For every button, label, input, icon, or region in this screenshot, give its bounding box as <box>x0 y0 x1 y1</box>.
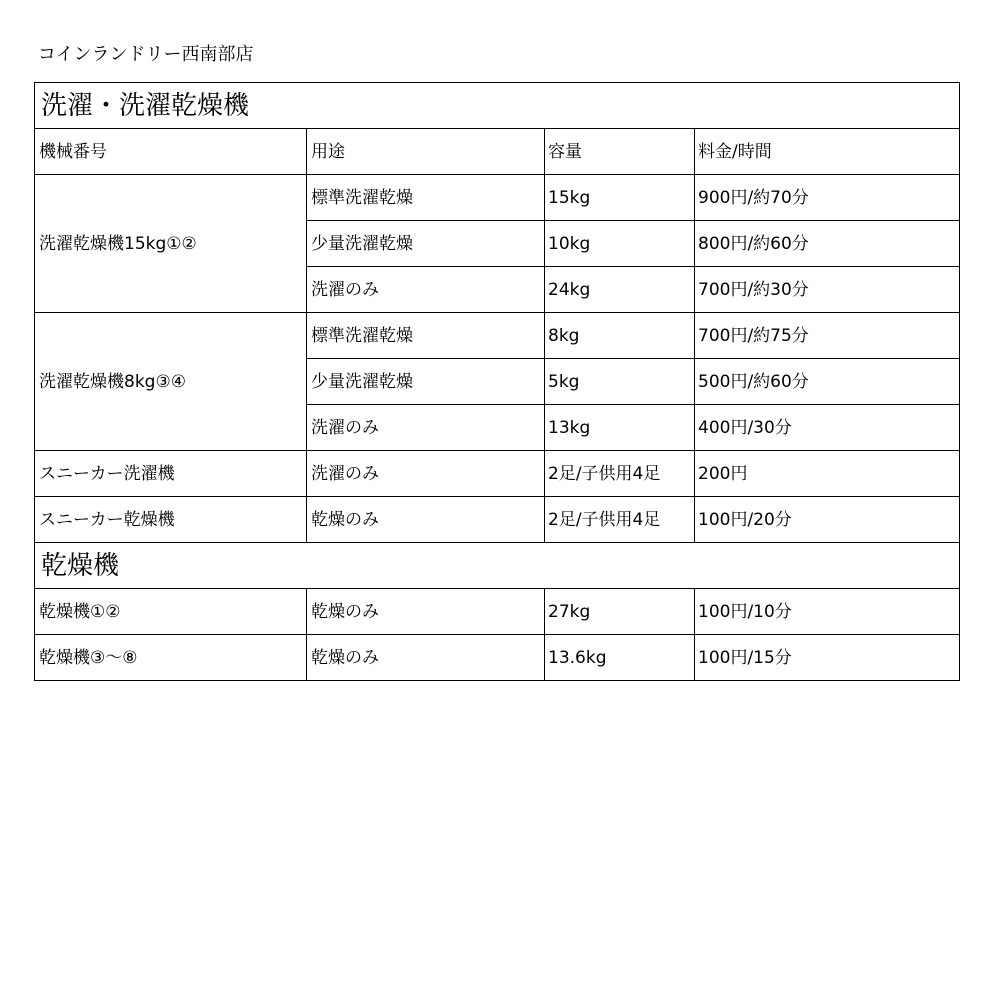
section-header-washer-dryer <box>35 83 960 129</box>
table-row <box>35 589 960 635</box>
capacity-cell: 27kg <box>545 589 695 635</box>
table-header-row <box>35 129 960 175</box>
machine-cell: 乾燥機③～⑧ <box>35 635 307 681</box>
table-row <box>35 635 960 681</box>
purpose-cell: 少量洗濯乾燥 <box>307 359 545 405</box>
header-price-time: 料金/時間 <box>695 129 960 175</box>
header-capacity: 容量 <box>545 129 695 175</box>
capacity-cell: 10kg <box>545 221 695 267</box>
capacity-cell: 13kg <box>545 405 695 451</box>
table-row <box>35 497 960 543</box>
section-title: 洗濯・洗濯乾燥機 <box>35 83 960 129</box>
table-row <box>35 451 960 497</box>
table-row <box>35 313 960 359</box>
price-cell: 400円/30分 <box>695 405 960 451</box>
capacity-cell: 8kg <box>545 313 695 359</box>
price-cell: 100円/15分 <box>695 635 960 681</box>
price-cell: 900円/約70分 <box>695 175 960 221</box>
price-cell: 800円/約60分 <box>695 221 960 267</box>
purpose-cell: 標準洗濯乾燥 <box>307 313 545 359</box>
purpose-cell: 少量洗濯乾燥 <box>307 221 545 267</box>
store-name: コインランドリー西南部店 <box>38 44 254 65</box>
capacity-cell: 15kg <box>545 175 695 221</box>
capacity-cell: 13.6kg <box>545 635 695 681</box>
capacity-cell: 2足/子供用4足 <box>545 451 695 497</box>
section-title: 乾燥機 <box>35 543 960 589</box>
header-purpose: 用途 <box>307 129 545 175</box>
purpose-cell: 洗濯のみ <box>307 267 545 313</box>
purpose-cell: 乾燥のみ <box>307 497 545 543</box>
section-header-dryer <box>35 543 960 589</box>
price-cell: 100円/20分 <box>695 497 960 543</box>
purpose-cell: 標準洗濯乾燥 <box>307 175 545 221</box>
capacity-cell: 5kg <box>545 359 695 405</box>
header-machine-number: 機械番号 <box>35 129 307 175</box>
purpose-cell: 洗濯のみ <box>307 451 545 497</box>
capacity-cell: 24kg <box>545 267 695 313</box>
purpose-cell: 洗濯のみ <box>307 405 545 451</box>
machine-cell: スニーカー乾燥機 <box>35 497 307 543</box>
purpose-cell: 乾燥のみ <box>307 635 545 681</box>
price-cell: 700円/約75分 <box>695 313 960 359</box>
table-row <box>35 175 960 221</box>
price-cell: 700円/約30分 <box>695 267 960 313</box>
price-cell: 100円/10分 <box>695 589 960 635</box>
price-cell: 500円/約60分 <box>695 359 960 405</box>
machine-cell: 洗濯乾燥機15kg①② <box>35 175 307 313</box>
machine-cell: スニーカー洗濯機 <box>35 451 307 497</box>
capacity-cell: 2足/子供用4足 <box>545 497 695 543</box>
price-table <box>34 82 960 681</box>
purpose-cell: 乾燥のみ <box>307 589 545 635</box>
machine-cell: 洗濯乾燥機8kg③④ <box>35 313 307 451</box>
price-cell: 200円 <box>695 451 960 497</box>
machine-cell: 乾燥機①② <box>35 589 307 635</box>
